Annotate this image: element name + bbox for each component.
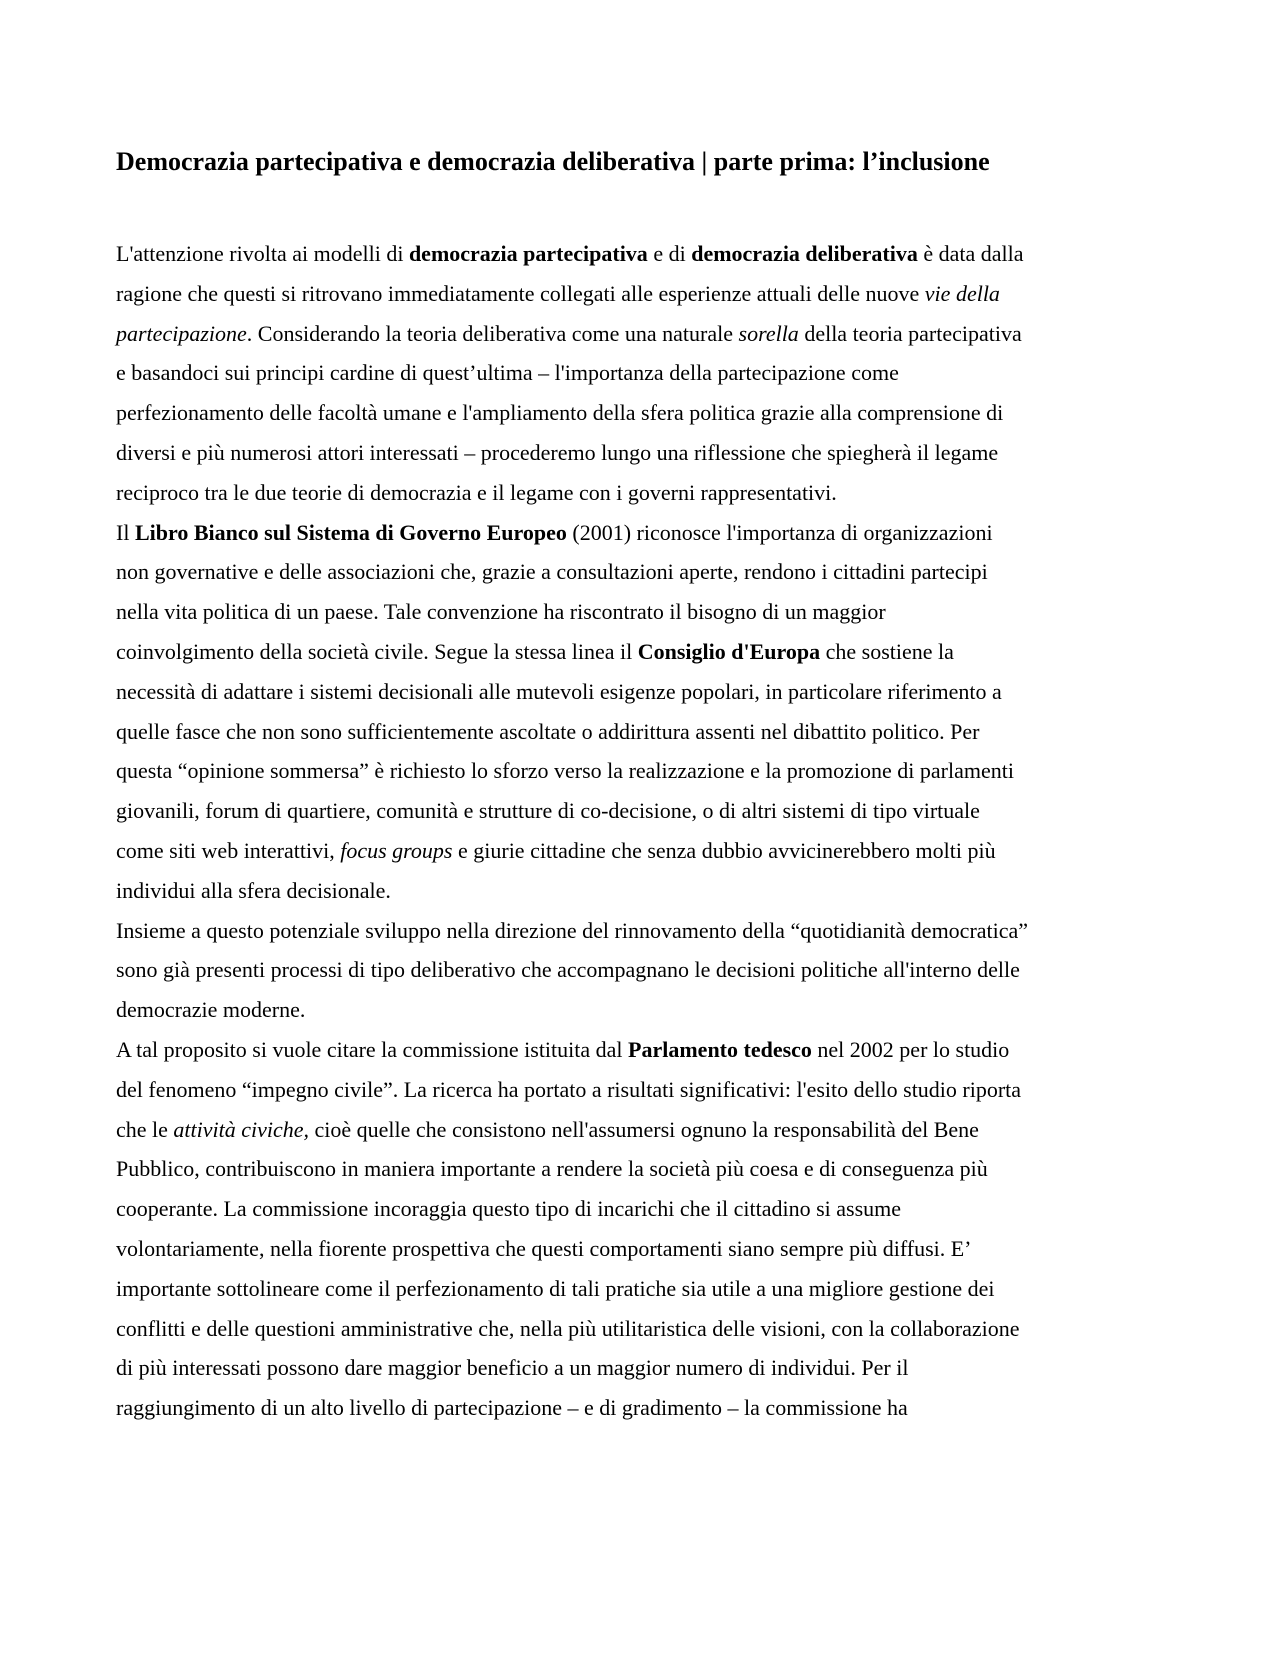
- text-run: cioè quelle che consistono nell'assumersi ognuno la responsabilità del Bene: [309, 1116, 979, 1142]
- text-line: [116, 790, 980, 832]
- text-run: sono già presenti processi di tipo deliberativo che accompagnano le decisioni politiche all'interno delle: [116, 957, 1020, 983]
- text-line: [116, 1387, 908, 1429]
- text-line: [116, 1347, 908, 1389]
- text-run: raggiungimento di un alto livello di partecipazione – e di gradimento – la commissione ha: [116, 1395, 908, 1421]
- text-run: che le: [116, 1116, 174, 1142]
- italic-text: attività civiche,: [173, 1116, 310, 1142]
- italic-text: vie della: [924, 280, 1000, 306]
- italic-text: sorella: [738, 320, 799, 346]
- text-run: che sostiene la: [820, 639, 954, 664]
- text-run: Pubblico, contribuiscono in maniera importante a rendere la società più coesa e di conseguenza più: [116, 1156, 988, 1182]
- text-line: [116, 1069, 1021, 1111]
- text-run: coinvolgimento della società civile. Segue la stessa linea il: [116, 639, 638, 664]
- text-run: perfezionamento delle facoltà umane e l'ampliamento della sfera politica grazie alla comprensione di: [116, 400, 1004, 426]
- text-run: reciproco tra le due teorie di democrazia e il legame con i governi rappresentativi.: [116, 479, 837, 505]
- text-run: Il: [116, 519, 135, 545]
- text-run: e giurie cittadine che senza dubbio avvicinerebbero molti più: [452, 838, 996, 863]
- text-line: [116, 591, 886, 633]
- text-line: [116, 830, 996, 872]
- text-run: e di: [647, 241, 692, 266]
- text-run: necessità di adattare i sistemi decisionali alle mutevoli esigenze popolari, in particolare riferimento a: [116, 678, 1002, 704]
- text-run: di più interessati possono dare maggior beneficio a un maggior numero di individui. Per il: [116, 1355, 909, 1381]
- text-run: (2001) riconosce l'importanza di organizzazioni: [566, 519, 993, 545]
- text-run: A tal proposito si vuole citare la commissione istituita dal: [116, 1037, 629, 1062]
- text-line: [116, 551, 988, 593]
- text-line: [116, 233, 1024, 275]
- text-run: della teoria partecipativa: [798, 320, 1022, 346]
- text-line: [116, 910, 1028, 952]
- text-run: questa “opinione sommersa” è richiesto lo sforzo verso la realizzazione e la promozione di parlamenti: [116, 758, 1014, 784]
- text-line: [116, 671, 1002, 713]
- text-line: [116, 870, 391, 912]
- text-line: [116, 1228, 972, 1270]
- text-line: [116, 1109, 979, 1151]
- text-run: nel 2002 per lo studio: [811, 1037, 1010, 1062]
- italic-text: focus groups: [340, 838, 453, 863]
- text-run: L'attenzione rivolta ai modelli di: [116, 241, 409, 266]
- text-line: [116, 432, 998, 474]
- text-line: [116, 313, 1022, 355]
- text-run: democrazie moderne.: [116, 997, 306, 1023]
- text-line: [116, 392, 1003, 434]
- text-line: [116, 352, 899, 394]
- text-run: volontariamente, nella fiorente prospettiva che questi comportamenti siano sempre più diffusi. E’: [116, 1236, 972, 1261]
- text-line: [116, 1308, 1020, 1350]
- text-line: [116, 1148, 988, 1190]
- text-run: quelle fasce che non sono sufficientemente ascoltate o addirittura assenti nel dibattito politico. Per: [116, 718, 980, 744]
- text-run: importante sottolineare come il perfezionamento di tali pratiche sia utile a una migliore gestione dei: [116, 1275, 995, 1301]
- bold-text: Parlamento tedesco: [628, 1037, 812, 1062]
- text-run: giovanili, forum di quartiere, comunità e strutture di co-decisione, o di altri sistemi di tipo virtuale: [116, 798, 980, 824]
- text-run: conflitti e delle questioni amministrative che, nella più utilitaristica delle visioni, con la collaborazione: [116, 1315, 1020, 1341]
- text-line: [116, 711, 979, 753]
- text-run: diversi e più numerosi attori interessati – procederemo lungo una riflessione che spiegherà il legame: [116, 440, 999, 465]
- text-run: come siti web interattivi,: [116, 838, 341, 863]
- text-run: cooperante. La commissione incoraggia questo tipo di incarichi che il cittadino si assume: [116, 1196, 902, 1222]
- document-title: Democrazia partecipativa e democrazia deliberativa | parte prima: l’inclusione: [116, 147, 990, 176]
- text-line: [116, 989, 305, 1031]
- text-run: ragione che questi si ritrovano immediatamente collegati alle esperienze attuali delle nuove: [116, 280, 925, 306]
- text-line: [116, 273, 1000, 315]
- text-run: e basandoci sui principi cardine di quest’ultima – l'importanza della partecipazione come: [116, 360, 899, 386]
- text-run: nella vita politica di un paese. Tale convenzione ha riscontrato il bisogno di un maggior: [116, 599, 886, 625]
- text-line: [116, 512, 993, 554]
- bold-text: Libro Bianco sul Sistema di Governo Europeo: [134, 519, 567, 545]
- italic-text: partecipazione: [116, 320, 247, 346]
- text-run: del fenomeno “impegno civile”. La ricerca ha portato a risultati significativi: l'esito dello studio riporta: [116, 1076, 1022, 1102]
- text-run: individui alla sfera decisionale.: [116, 877, 391, 903]
- text-run: non governative e delle associazioni che, grazie a consultazioni aperte, rendono i cittadini partecipi: [116, 559, 988, 585]
- bold-text: democrazia deliberativa: [691, 241, 918, 266]
- bold-text: democrazia partecipativa: [408, 241, 648, 266]
- text-line: [116, 1268, 994, 1310]
- text-run: è data dalla: [917, 241, 1024, 266]
- text-line: [116, 750, 1014, 792]
- text-line: [116, 631, 954, 673]
- text-run: Insieme a questo potenziale sviluppo nella direzione del rinnovamento della “quotidianità democratica”: [116, 917, 1029, 943]
- text-line: [116, 1029, 1009, 1071]
- bold-text: Consiglio d'Europa: [637, 639, 821, 664]
- text-line: [116, 1188, 901, 1230]
- text-run: . Considerando la teoria deliberativa come una naturale: [246, 320, 739, 346]
- text-line: [116, 472, 837, 514]
- text-line: [116, 949, 1020, 991]
